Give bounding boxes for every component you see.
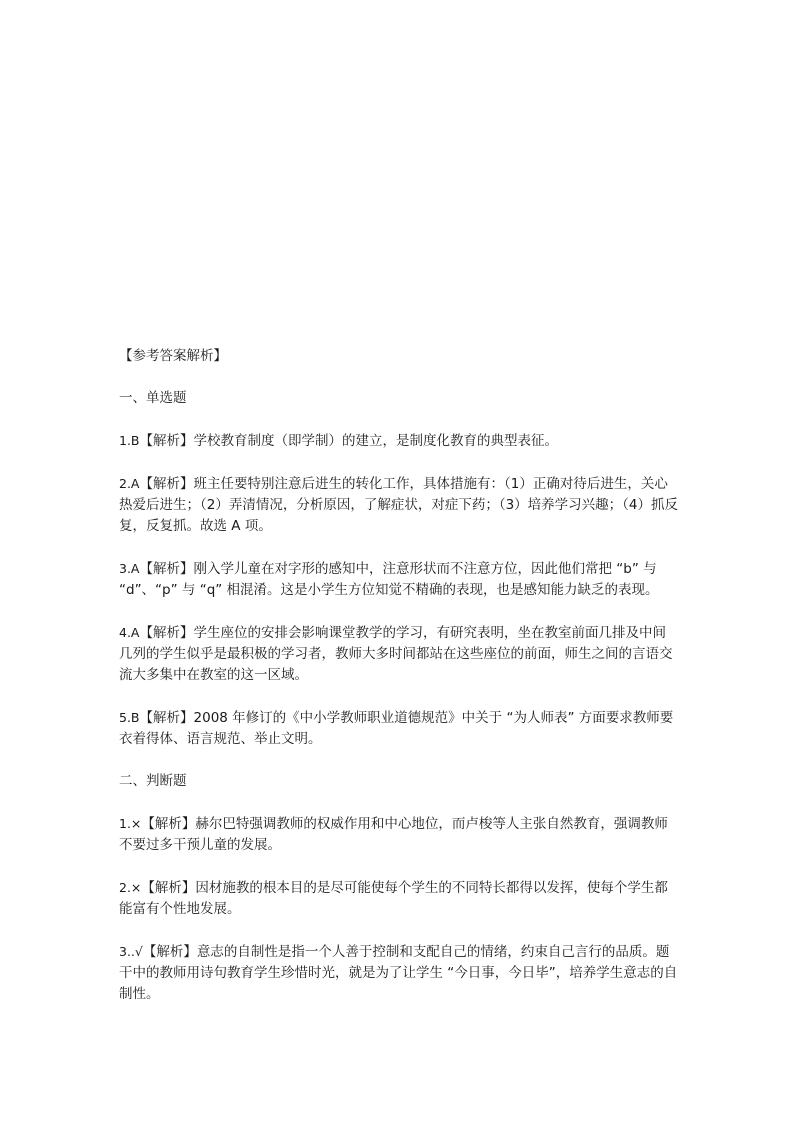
answer-explanation: 【解析】班主任要特别注意后进生的转化工作，具体措施有：（1）正确对待后进生，关心热爱后进生；（2）弄清情况，分析原因，了解症状，对症下药；（3）培养学习兴趣；（4）抓反复，反复抓。故选 A 项。: [119, 476, 679, 534]
section-title-single-choice: 一、单选题: [119, 390, 187, 406]
answer-number: 5.B: [119, 710, 140, 725]
answer-item: [119, 707, 679, 750]
section-title-true-false: 二、判断题: [119, 773, 187, 789]
answer-explanation: 【解析】意志的自制性是指一个人善于控制和支配自己的情绪，约束自己言行的品质。题干中的教师用诗句教育学生珍惜时光，就是为了让学生 “今日事，今日毕”，培养学生意志的自制性。: [119, 944, 678, 1002]
answer-item: [119, 473, 679, 537]
answer-item: [119, 941, 679, 1005]
answer-item: [119, 813, 679, 856]
answer-explanations: [119, 346, 679, 1005]
answer-number: 4.A: [119, 625, 140, 640]
answer-number: 2.A: [119, 476, 140, 491]
answer-item: [119, 877, 679, 920]
answer-number: 1.×: [119, 816, 142, 831]
answer-explanation: 【解析】学生座位的安排会影响课堂教学的学习，有研究表明，坐在教室前面几排及中间几列的学生似乎是最积极的学习者，教师大多时间都站在这些座位的前面，师生之间的言语交流大多集中在教室的这一区域。: [119, 625, 673, 683]
answer-number: 2.×: [119, 880, 142, 895]
page-heading: 【参考答案解析】: [119, 348, 227, 364]
answer-number: 1.B: [119, 433, 140, 448]
answer-item: [119, 558, 679, 601]
answer-explanation: 【解析】2008 年修订的《中小学教师职业道德规范》中关于 “为人师表” 方面要求教师要衣着得体、语言规范、举止文明。: [119, 710, 674, 747]
answer-number: 3..√: [119, 944, 143, 959]
answer-number: 3.A: [119, 561, 140, 576]
answer-item: [119, 430, 679, 452]
answer-explanation: 【解析】学校教育制度（即学制）的建立，是制度化教育的典型表征。: [139, 433, 559, 449]
answer-explanation: 【解析】赫尔巴特强调教师的权威作用和中心地位，而卢梭等人主张自然教育，强调教师不要过多干预儿童的发展。: [119, 816, 668, 853]
answer-explanation: 【解析】刚入学儿童在对字形的感知中，注意形状而不注意方位，因此他们常把 “b” 与 “d”、“p” 与 “q” 相混淆。这是小学生方位知觉不精确的表现，也是感知能力缺乏的表现。: [119, 561, 659, 598]
answer-item: [119, 622, 679, 686]
answer-explanation: 【解析】因材施教的根本目的是尽可能使每个学生的不同特长都得以发挥，使每个学生都能富有个性地发展。: [119, 880, 668, 917]
